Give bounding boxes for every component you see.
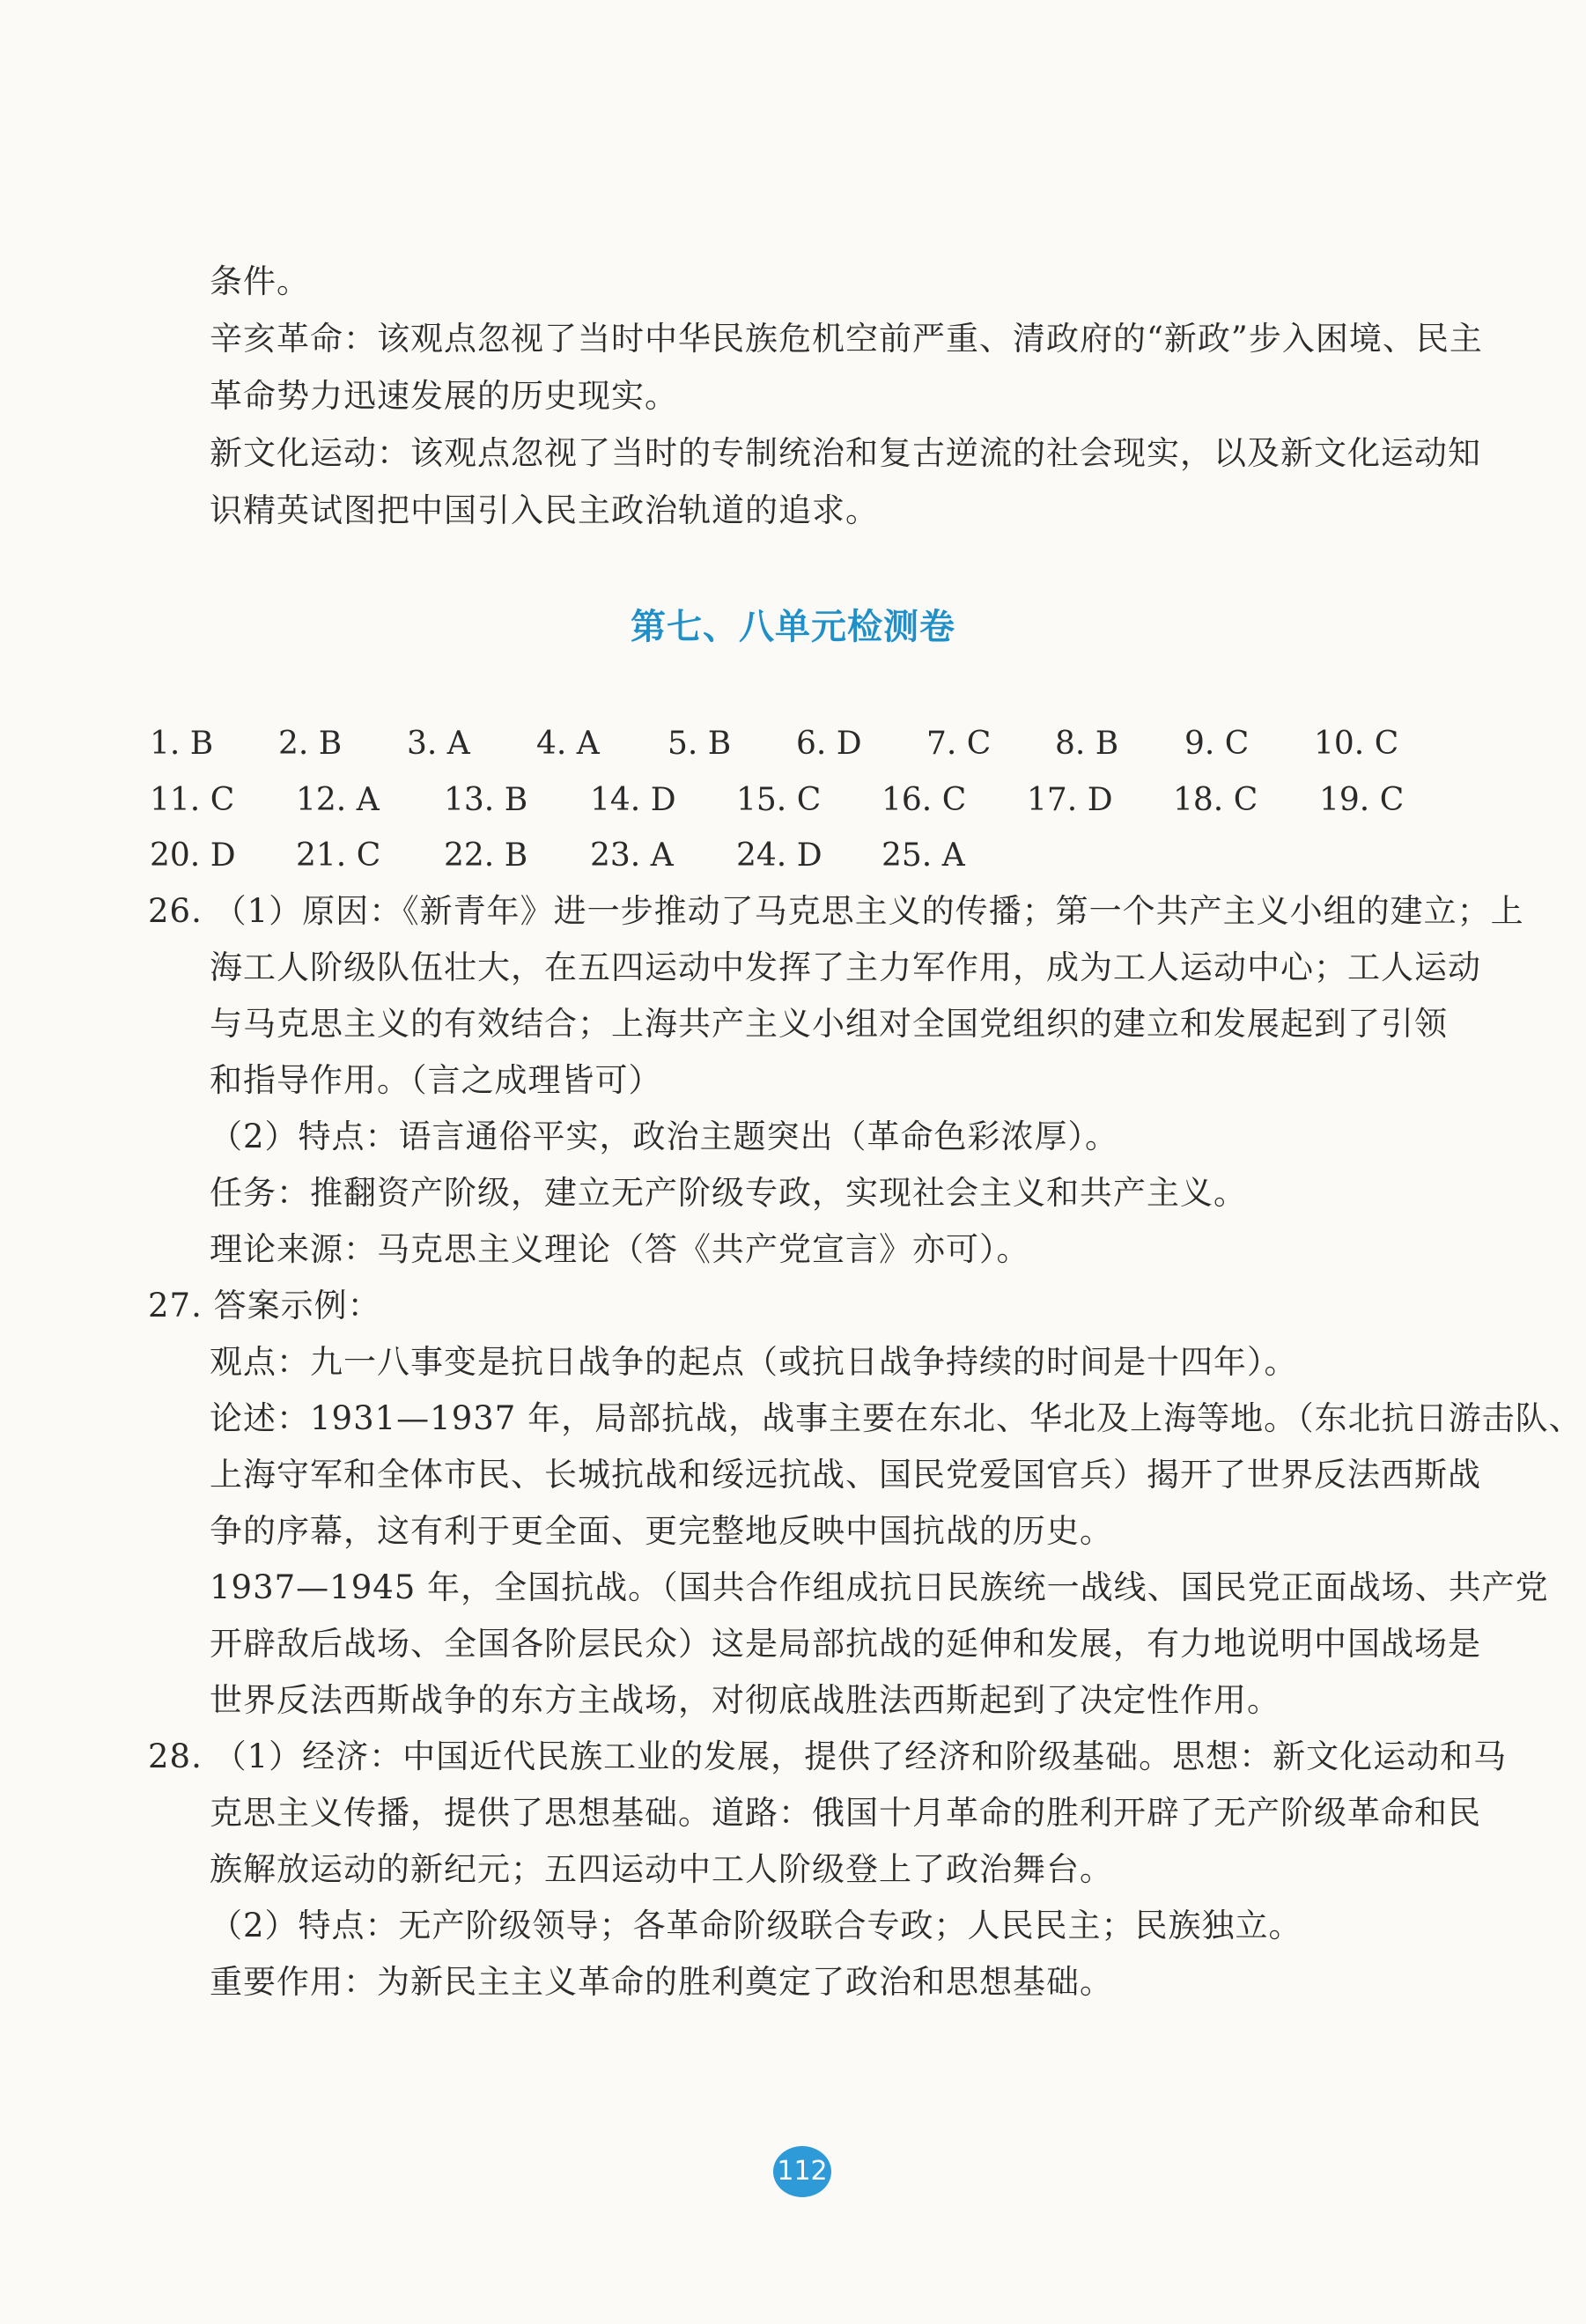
q28-line: 28. （1）经济：中国近代民族工业的发展，提供了经济和阶级基础。思想：新文化运动和马 [148,1737,1508,1775]
answer-item: 19. C [1319,782,1405,818]
intro-line: 革命势力迅速发展的历史现实。 [210,377,678,415]
answer-item: 4. A [536,726,600,762]
answer-item: 10. C [1314,726,1399,762]
answer-item: 1. B [150,726,214,762]
answer-item: 24. D [736,837,823,874]
answer-item: 3. A [407,726,470,762]
answer-item: 2. B [278,726,343,762]
q26-line: 26. （1）原因：《新青年》进一步推动了马克思主义的传播；第一个共产主义小组的建立；上 [148,892,1524,930]
q28-line: 族解放运动的新纪元；五四运动中工人阶级登上了政治舞台。 [210,1850,1113,1888]
answer-item: 23. A [590,837,674,874]
q26-line: 理论来源：马克思主义理论（答《共产党宣言》亦可）。 [210,1230,1030,1268]
q27-line: 争的序幕，这有利于更全面、更完整地反映中国抗战的历史。 [210,1512,1113,1550]
q27-line: 论述：1931—1937 年，局部抗战，战事主要在东北、华北及上海等地。（东北抗日游击队、 [210,1399,1582,1437]
q26-line: 和指导作用。（言之成理皆可） [210,1061,662,1099]
answer-item: 5. B [668,726,732,762]
answer-item: 9. C [1184,726,1250,762]
answer-item: 25. A [882,837,965,874]
q26-line: 与马克思主义的有效结合；上海共产主义小组对全国党组织的建立和发展起到了引领 [210,1005,1448,1043]
section-title: 第七、八单元检测卷 [631,607,955,647]
answer-item: 12. A [296,782,380,818]
answer-item: 13. B [444,782,528,818]
q26-line: 任务：推翻资产阶级，建立无产阶级专政，实现社会主义和共产主义。 [210,1174,1247,1212]
answer-item: 22. B [444,837,528,874]
intro-line: 条件。 [210,262,310,300]
q27-line: 上海守军和全体市民、长城抗战和绥远抗战、国民党爱国官兵）揭开了世界反法西斯战 [210,1456,1481,1494]
page-number-badge: 112 [773,2146,831,2197]
q27-line: 1937—1945 年，全国抗战。（国共合作组成抗日民族统一战线、国民党正面战场、共产党 [210,1568,1549,1606]
answer-item: 20. D [150,837,236,874]
q26-line: （2）特点：语言通俗平实，政治主题突出（革命色彩浓厚）。 [210,1118,1119,1155]
answer-item: 7. C [926,726,992,762]
intro-line: 辛亥革命：该观点忽视了当时中华民族危机空前严重、清政府的“新政”步入困境、民主 [210,320,1483,358]
intro-line: 新文化运动：该观点忽视了当时的专制统治和复古逆流的社会现实，以及新文化运动知 [210,434,1481,472]
q27-line: 世界反法西斯战争的东方主战场，对彻底战胜法西斯起到了决定性作用。 [210,1681,1280,1719]
q27-line: 观点：九一八事变是抗日战争的起点（或抗日战争持续的时间是十四年）。 [210,1343,1298,1381]
answer-item: 18. C [1173,782,1258,818]
answer-item: 15. C [736,782,822,818]
answer-item: 21. C [296,837,381,874]
q28-line: 重要作用：为新民主主义革命的胜利奠定了政治和思想基础。 [210,1963,1113,2001]
answer-item: 17. D [1027,782,1113,818]
answer-item: 8. B [1055,726,1119,762]
answer-item: 6. D [796,726,862,762]
q28-line: （2）特点：无产阶级领导；各革命阶级联合专政；人民民主；民族独立。 [210,1907,1302,1944]
q26-line: 海工人阶级队伍壮大，在五四运动中发挥了主力军作用，成为工人运动中心；工人运动 [210,948,1481,986]
answer-item: 14. D [590,782,676,818]
answer-item: 11. C [150,782,235,818]
q28-line: 克思主义传播，提供了思想基础。道路：俄国十月革命的胜利开辟了无产阶级革命和民 [210,1794,1481,1832]
q27-line: 开辟敌后战场、全国各阶层民众）这是局部抗战的延伸和发展，有力地说明中国战场是 [210,1625,1481,1663]
intro-line: 识精英试图把中国引入民主政治轨道的追求。 [210,491,879,529]
q27-line: 27. 答案示例： [148,1287,381,1324]
answer-item: 16. C [882,782,967,818]
